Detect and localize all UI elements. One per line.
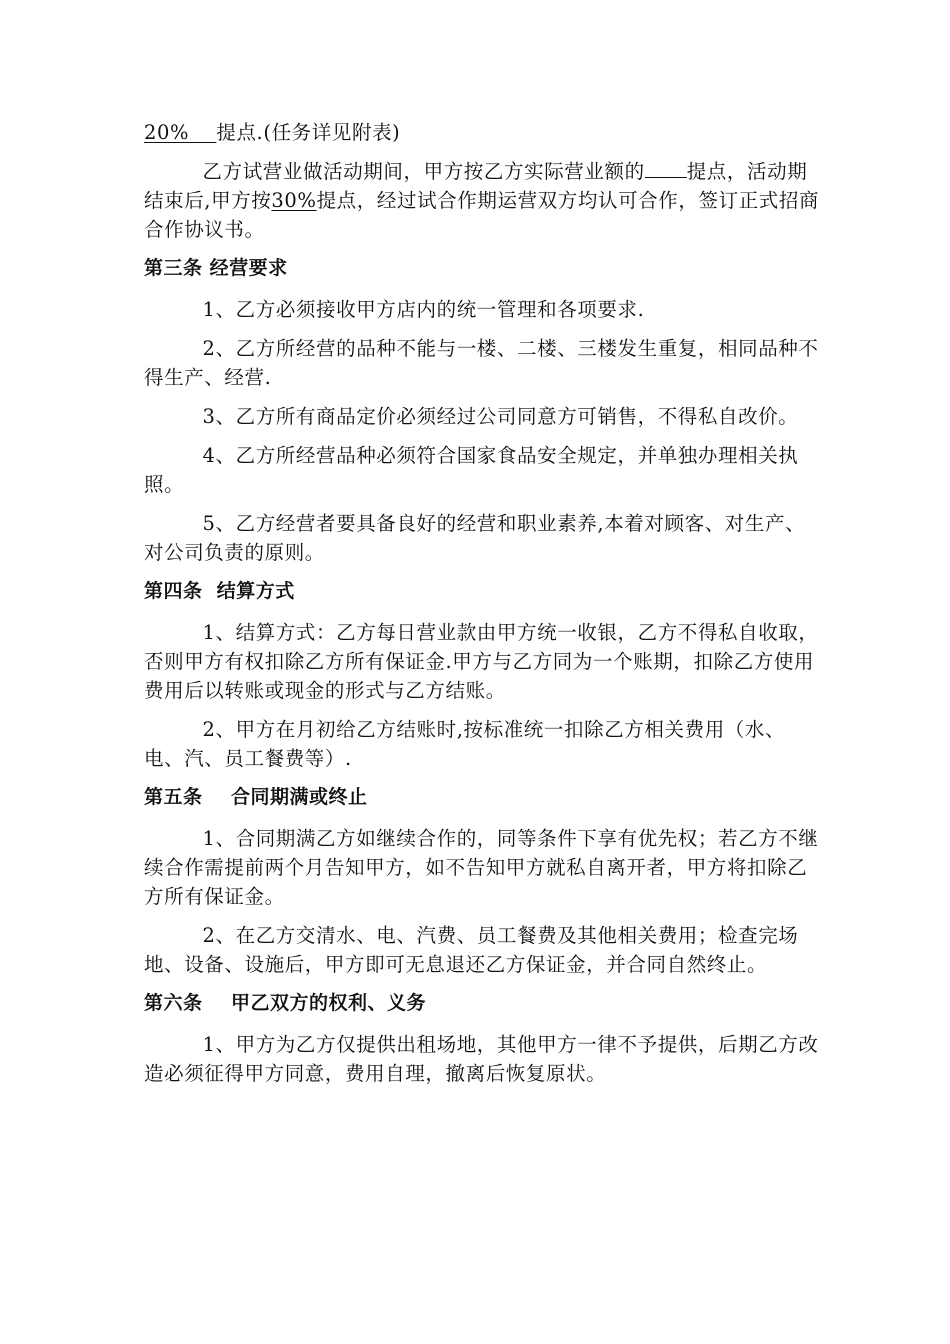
article-5-item: 1、合同期满乙方如继续合作的，同等条件下享有优先权；若乙方不继续合作需提前两个月告知甲方，如不告知甲方就私自离开者，甲方将扣除乙方所有保证金。 <box>144 827 819 908</box>
document-page <box>144 118 824 1098</box>
article-3-item: 5、乙方经营者要具备良好的经营和职业素养,本着对顾客、对生产、对公司负责的原则。 <box>144 512 806 564</box>
trial-rate-blank <box>645 159 687 178</box>
commission-line <box>144 118 824 147</box>
article-3-item: 1、乙方必须接收甲方店内的统一管理和各项要求. <box>202 298 645 321</box>
article-4-heading: 第四条 结算方式 <box>144 580 295 602</box>
article-5-item: 2、在乙方交清水、电、汽费、员工餐费及其他相关费用；检查完场地、设备、设施后，甲方即可无息退还乙方保证金，并合同自然终止。 <box>144 924 799 976</box>
article-6-item: 1、甲方为乙方仅提供出租场地，其他甲方一律不予提供，后期乙方改造必须征得甲方同意，费用自理，撤离后恢复原状。 <box>144 1033 819 1085</box>
article-3-heading: 第三条 经营要求 <box>144 257 288 279</box>
post-trial-rate: 30% <box>271 189 317 212</box>
article-6-heading: 第六条 甲乙双方的权利、义务 <box>144 992 426 1014</box>
article-3-item: 4、乙方所经营品种必须符合国家食品安全规定，并单独办理相关执照。 <box>144 444 799 496</box>
article-4-item: 1、结算方式：乙方每日营业款由甲方统一收银，乙方不得私自收取，否则甲方有权扣除乙方所有保证金.甲方与乙方同为一个账期，扣除乙方使用费用后以转账或现金的形式与乙方结账。 <box>144 621 819 702</box>
commission-note: 提点.(任务详见附表) <box>216 121 401 144</box>
trial-period-paragraph: 乙方试营业做活动期间，甲方按乙方实际营业额的 提点，活动期结束后,甲方按30%提点，经过试合作期运营双方均认可合作，签订正式招商合作协议书。 <box>144 160 820 241</box>
article-5-heading: 第五条 合同期满或终止 <box>144 786 368 808</box>
article-3-item: 3、乙方所有商品定价必须经过公司同意方可销售，不得私自改价。 <box>202 405 799 428</box>
commission-rate-blank <box>189 121 216 144</box>
article-4-item: 2、甲方在月初给乙方结账时,按标准统一扣除乙方相关费用（水、电、汽、员工餐费等）. <box>144 718 786 770</box>
article-3-item: 2、乙方所经营的品种不能与一楼、二楼、三楼发生重复，相同品种不得生产、经营. <box>144 337 819 389</box>
commission-rate: 20% <box>144 121 190 144</box>
